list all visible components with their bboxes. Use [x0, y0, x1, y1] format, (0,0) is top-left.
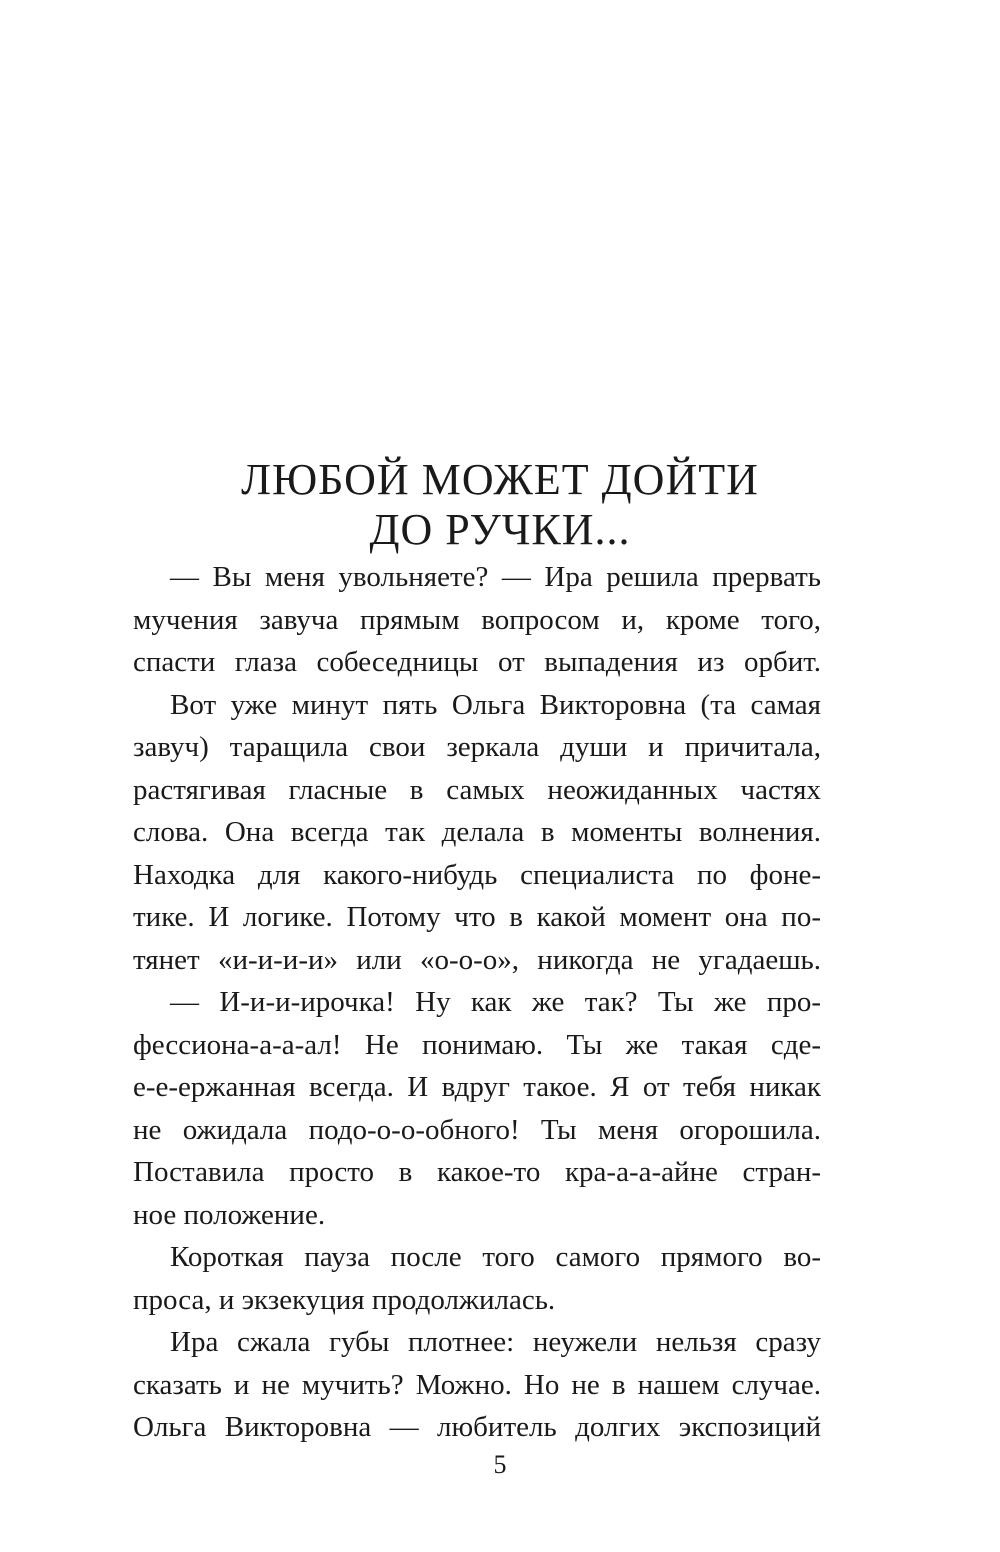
text-line: сказать и не мучить? Можно. Но не в нашем случае. — [133, 1368, 821, 1401]
text-line: спасти глаза собеседницы от выпадения из орбит. — [133, 646, 821, 678]
text-line: фессиона-а-а-ал! Не понимаю. Ты же такая сде- — [133, 1028, 821, 1061]
text-line: растягивая гласные в самых неожиданных частях — [133, 773, 821, 806]
chapter-title — [0, 455, 1000, 555]
text-line: — И-и-и-ирочка! Ну как же так? Ты же про- — [170, 986, 821, 1018]
paragraph-3 — [133, 981, 821, 1236]
text-line: тянет «и-и-и-и» или «о-о-о», никогда не угадаешь. — [133, 943, 821, 976]
text-line: слова. Она всегда так делала в моменты волнения. — [133, 816, 821, 848]
text-line: — Вы меня увольняете? — Ира решила прервать — [170, 561, 821, 593]
text-line: мучения завуча прямым вопросом и, кроме того, — [133, 603, 821, 636]
text-line: не ожидала подо-о-о-обного! Ты меня огорошила. — [133, 1113, 821, 1146]
text-line: Находка для какого-нибудь специалиста по фоне- — [133, 858, 821, 891]
text-line: Вот уже минут пять Ольга Викторовна (та самая — [170, 688, 821, 721]
text-line: е-е-ержанная всегда. И вдруг такое. Я от тебя никак — [133, 1071, 821, 1103]
body-text — [133, 556, 821, 1449]
text-line: Ира сжала губы плотнее: неужели нельзя сразу — [170, 1326, 821, 1358]
text-line: Ольга Викторовна — любитель долгих экспозиций — [133, 1411, 821, 1443]
chapter-title-line-2: ДО РУЧКИ... — [369, 505, 631, 554]
text-line: проса, и экзекуция продолжилась. — [133, 1283, 556, 1316]
text-line: тике. И логике. Потому что в какой момент она по- — [133, 901, 821, 933]
paragraph-1 — [133, 556, 821, 684]
text-line: Короткая пауза после того самого прямого во- — [170, 1241, 821, 1273]
text-line: ное положение. — [133, 1198, 326, 1231]
paragraph-4 — [133, 1236, 821, 1321]
text-line: завуч) таращила свои зеркала души и причитала, — [133, 731, 821, 763]
chapter-title-line-1: ЛЮБОЙ МОЖЕТ ДОЙТИ — [241, 455, 759, 504]
page-number: 5 — [493, 1450, 507, 1479]
paragraph-2 — [133, 684, 821, 982]
text-line: Поставила просто в какое-то кра-а-а-айне стран- — [133, 1156, 821, 1188]
paragraph-5 — [133, 1321, 821, 1449]
